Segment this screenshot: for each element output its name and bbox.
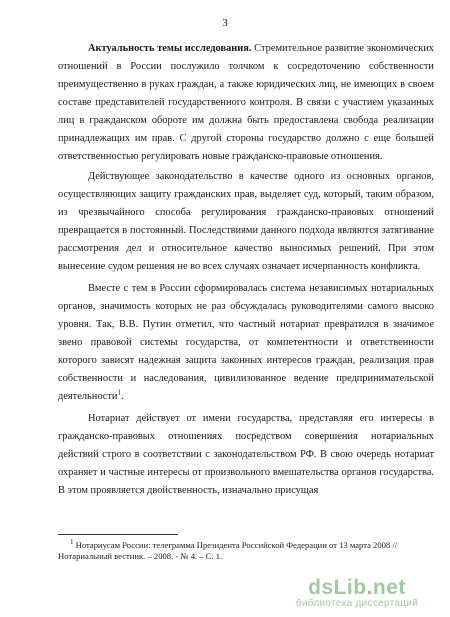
footnote-text: Нотариусам России: телеграмма Президента Российской Федерации от 13 марта 2008 // Нотариальный вестник. – 2008. - № 4. – С. 1. bbox=[58, 540, 398, 561]
paragraph-text-end: . bbox=[120, 391, 124, 402]
paragraph-text: Действующее законодательство в качестве одного из основных органов, осуществляющих защиту гражданских прав, выделяет суд, который, таким образом, из чрезвычайного способа регулирования гражданско-правовых отношений превращается в постоянный. Последствиями данного подхода являются затягивание рассмотрения дел и относительное качество выносимых решений. При этом вынесение судом решения не во всех случаях означает исчерпанность конфликта. bbox=[58, 171, 434, 272]
paragraph-courts bbox=[58, 168, 434, 276]
footnote-reference[interactable]: 1 bbox=[117, 388, 121, 397]
relevance-heading: Актуальность темы исследования. bbox=[88, 43, 252, 54]
paragraph-relevance bbox=[58, 40, 434, 166]
footnote-separator bbox=[58, 534, 178, 535]
page-number: 3 bbox=[222, 17, 228, 29]
footnotes bbox=[58, 540, 434, 562]
body-text bbox=[58, 40, 434, 504]
paragraph-text: Нотариат действует от имени государства, представляя его интересы в гражданско-правовых отношениях посредством совершения нотариальных действий строго в соответствии с законодательством РФ. В свою очередь нотариат охраняет и частные интересы от произвольного вмешательства органов государства. В этом проявляется двойственность, изначально присущая bbox=[58, 413, 434, 496]
watermark-logo: dsLib.net bbox=[308, 576, 406, 599]
paragraph-notary-duality bbox=[58, 410, 434, 500]
paragraph-notary-system bbox=[58, 280, 434, 406]
paragraph-text: Вместе с тем в России сформировалась система независимых нотариальных органов, значимость которых не раз обсуждалась руководителями самого высоко уровня. Так, В.В. Путин отметил, что частный нотариат превратился в значимое звено правовой системы государства, от компетентности и ответственности которого зависят надежная защита законных интересов граждан, реализация прав собственности и наследования, цивилизованное ведение предпринимательской деятельности bbox=[58, 283, 434, 402]
footnote-number: 1 bbox=[70, 538, 74, 547]
paragraph-text: Стремительное развитие экономических отношений в России послужило толчком к сосредоточению собственности преимущественно в руках граждан, а также юридических лиц, не имеющих в своем составе представителей государственного контроля. В связи с участием указанных лиц в гражданском обороте им должна быть предоставлена свобода реализации принадлежащих им прав. С другой стороны государство должно с еще большей ответственностью регулировать новые гражданско-правовые отношения. bbox=[58, 43, 434, 162]
watermark-subtitle: библиотека диссертаций bbox=[295, 598, 419, 609]
dslib-watermark bbox=[282, 576, 432, 609]
footnote-item bbox=[58, 540, 434, 562]
